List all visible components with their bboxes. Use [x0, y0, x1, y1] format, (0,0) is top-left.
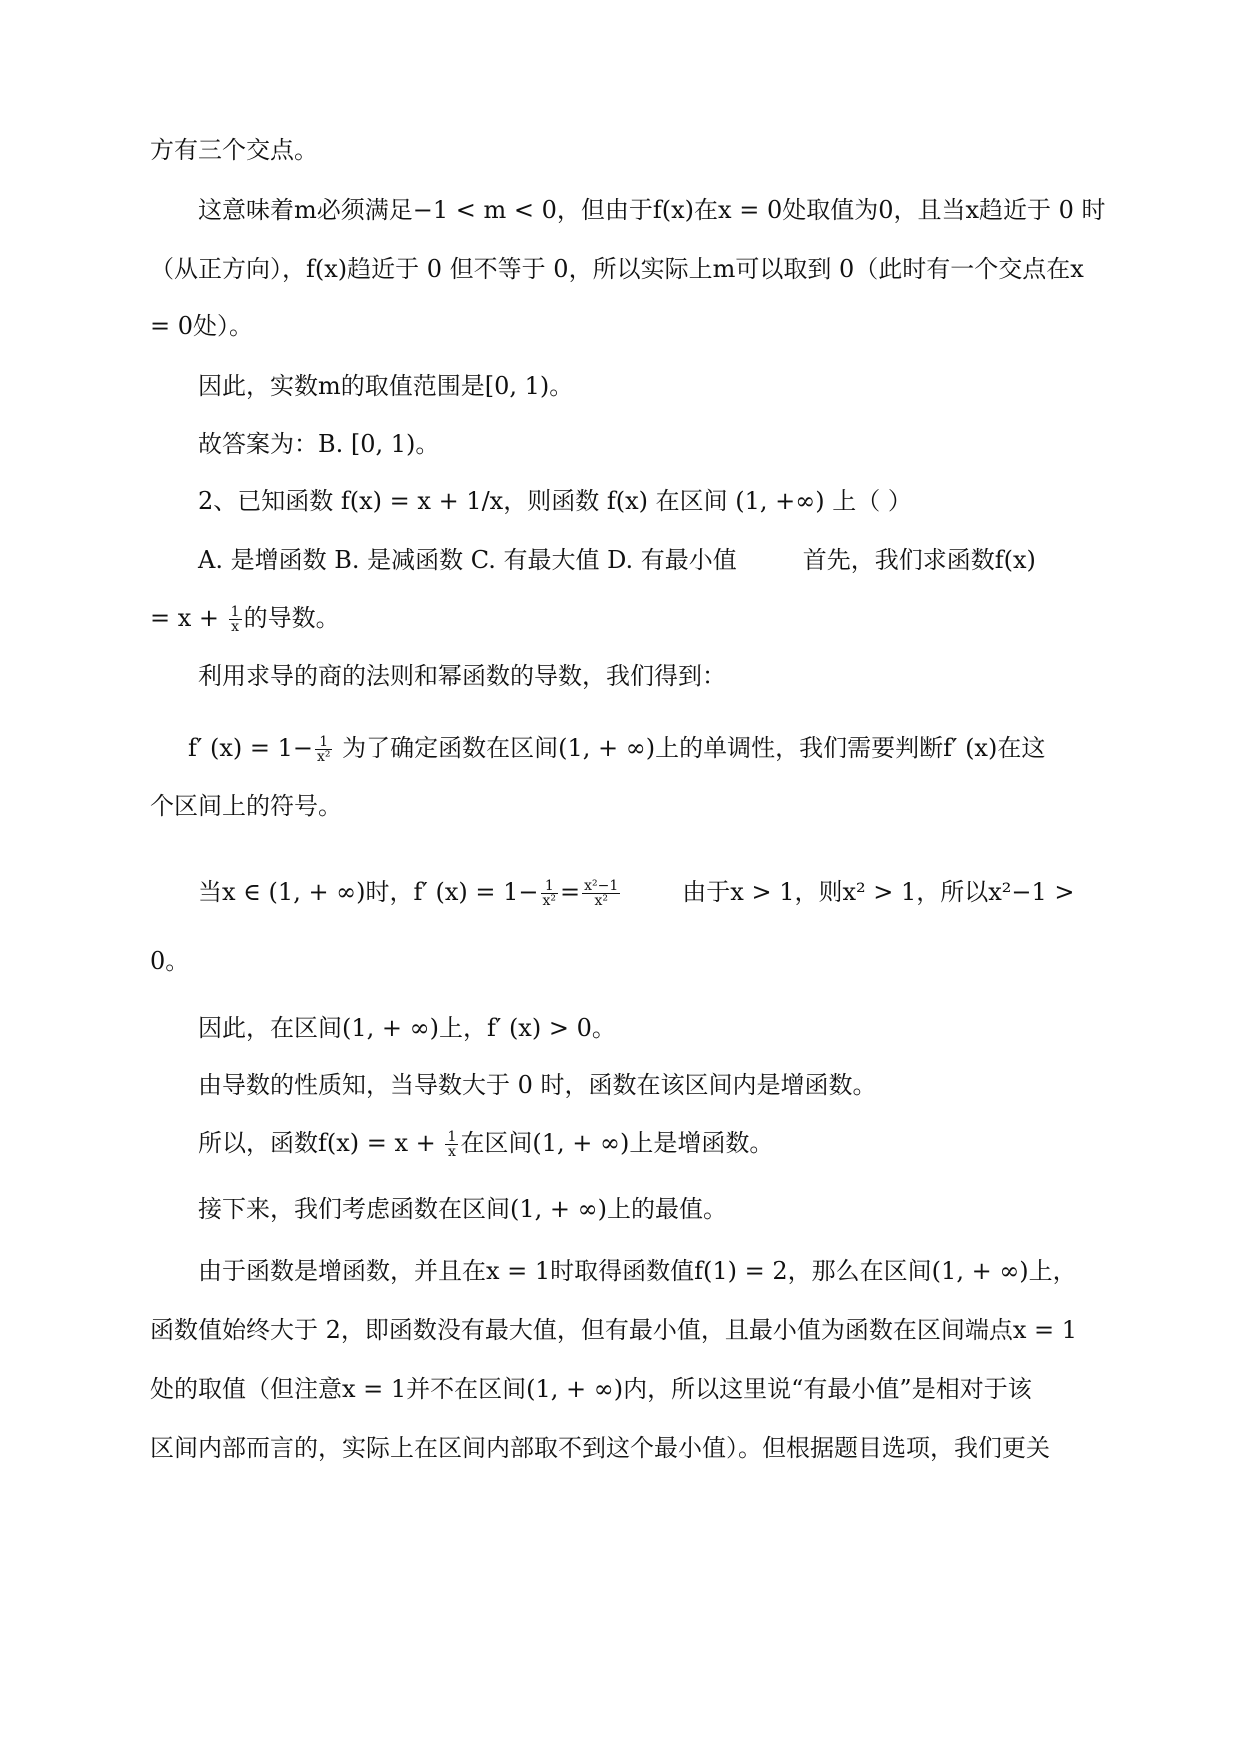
text-line-2: 这意味着m必须满足−1 < m < 0，但由于f(x)在x = 0处取值为0，且当x趋近于 0 时 [198, 196, 1106, 224]
text-line-6: 故答案为：B. [0, 1)。 [198, 430, 440, 458]
denominator: x² [594, 893, 608, 909]
denominator: x² [542, 893, 557, 909]
text-line-15: 因此，在区间(1, + ∞)上，f′ (x) > 0。 [198, 1014, 616, 1042]
text-segment: 首先，我们求函数f(x) [802, 546, 1036, 574]
fraction-1-over-x2 [315, 735, 333, 764]
denominator: x² [316, 749, 331, 765]
text-line-21: 处的取值（但注意x = 1并不在区间(1, + ∞)内，所以这里说“有最小值”是相对于该 [150, 1375, 1032, 1403]
text-line-1: 方有三个交点。 [150, 136, 318, 164]
text-segment: = x + [150, 604, 220, 632]
text-line-10: 利用求导的商的法则和幂函数的导数，我们得到： [198, 662, 726, 690]
numerator: 1 [447, 1129, 457, 1145]
text-line-9 [150, 602, 340, 634]
text-line-17 [198, 1127, 773, 1159]
numerator: 1 [541, 879, 559, 894]
text-line-16: 由导数的性质知，当导数大于 0 时，函数在该区间内是增函数。 [198, 1071, 877, 1099]
fraction-1-over-x2 [541, 879, 559, 908]
text-line-12: 个区间上的符号。 [150, 792, 342, 820]
fraction-1-over-x [445, 1130, 458, 1159]
fraction-1-over-x [229, 605, 242, 634]
denominator: x [231, 619, 240, 635]
numerator: 1 [230, 604, 240, 620]
text-segment: 在区间(1, + ∞)上是增函数。 [460, 1129, 774, 1157]
text-segment: 为了确定函数在区间(1, + ∞)上的单调性，我们需要判断f′ (x)在这 [342, 734, 1046, 762]
text-line-13 [198, 876, 1075, 908]
numerator: 1 [315, 735, 333, 750]
answer-options: A. 是增函数 B. 是减函数 C. 有最大值 D. 有最小值 [198, 546, 737, 574]
question-2: 2、已知函数 f(x) = x + 1/x，则函数 f(x) 在区间 (1, +∞) 上（ ） [198, 487, 912, 515]
text-segment: f′ (x) = 1− [188, 734, 313, 762]
text-line-20: 函数值始终大于 2，即函数没有最大值，但有最小值，且最小值为函数在区间端点x = 1 [150, 1316, 1078, 1344]
text-line-19: 由于函数是增函数，并且在x = 1时取得函数值f(1) = 2，那么在区间(1, + ∞)上， [198, 1257, 1077, 1285]
text-line-18: 接下来，我们考虑函数在区间(1, + ∞)上的最值。 [198, 1195, 727, 1223]
numerator: x²−1 [584, 878, 619, 894]
text-line-3: （从正方向），f(x)趋近于 0 但不等于 0，所以实际上m可以取到 0（此时有一个交点在x [150, 255, 1084, 283]
text-segment: 由于x > 1，则x² > 1，所以x²−1 > [682, 878, 1075, 906]
text-segment: 当x ∈ (1, + ∞)时，f′ (x) = 1− [198, 878, 539, 906]
text-line-22: 区间内部而言的，实际上在区间内部取不到这个最小值）。但根据题目选项，我们更关 [150, 1434, 1050, 1462]
fraction-x2m1-over-x2 [582, 879, 620, 908]
denominator: x [447, 1144, 456, 1160]
text-segment: 所以，函数f(x) = x + [198, 1129, 436, 1157]
text-segment: = [560, 878, 581, 906]
text-line-14: 0。 [150, 947, 190, 975]
text-segment: 的导数。 [243, 604, 340, 632]
text-line-4: = 0处）。 [150, 312, 254, 340]
text-line-11 [188, 732, 1045, 764]
text-line-5: 因此，实数m的取值范围是[0, 1)。 [198, 372, 574, 400]
options-line [198, 544, 1036, 576]
